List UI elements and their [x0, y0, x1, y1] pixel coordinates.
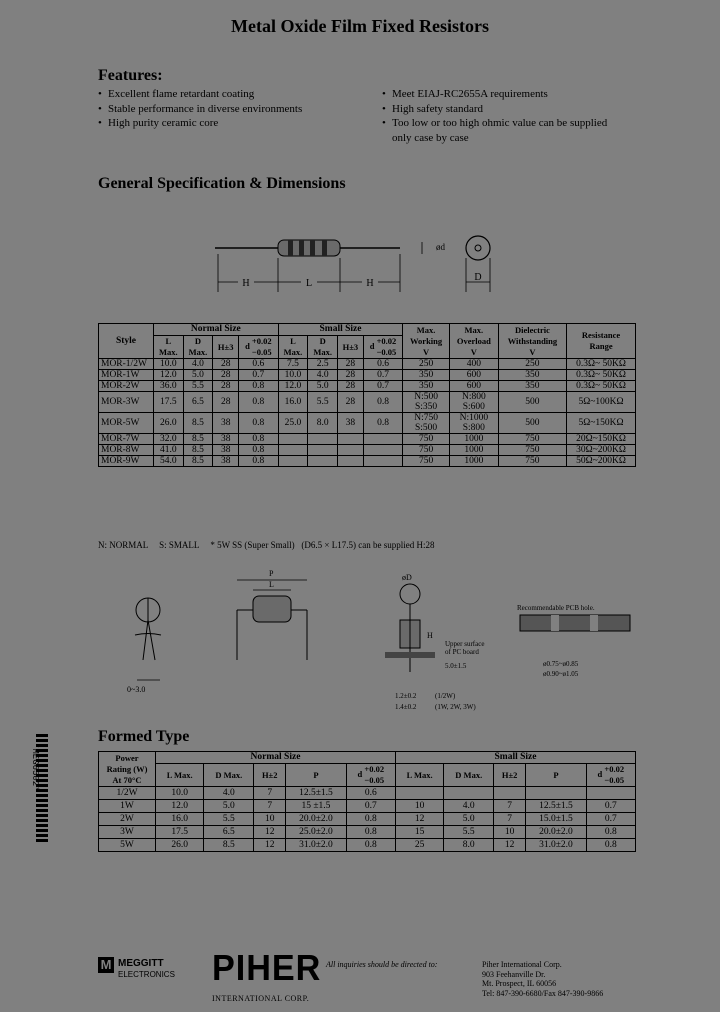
col-sh: H±3: [337, 336, 363, 359]
spec-cell-sh: 28: [337, 392, 363, 413]
feature-item: • Meet EIAJ-RC2655A requirements: [382, 87, 607, 102]
spec-row: [99, 445, 636, 456]
spec-cell-o: 1000: [449, 445, 498, 456]
col-f-sh: H±2: [494, 764, 526, 787]
col-nd-1: D: [194, 336, 202, 346]
dim-h-left: H: [242, 278, 250, 289]
features-left-list: [98, 87, 302, 131]
spec-cell-di: 750: [498, 434, 566, 445]
formed-cell-np: 31.0±2.0: [286, 839, 346, 852]
spec-cell-nd: 8.5: [183, 445, 213, 456]
spec-cell-style: MOR-2W: [99, 381, 154, 392]
spec-cell-ndd: 0.8: [239, 381, 279, 392]
spec-cell-sh: [337, 456, 363, 467]
spec-cell-nl: 54.0: [154, 456, 184, 467]
address-line: 903 Feehanville Dr.: [482, 969, 546, 979]
col-f-nd: D Max.: [204, 764, 254, 787]
features-right-list: [382, 87, 607, 145]
col-formed-normal: Normal Size: [156, 752, 396, 764]
spec-cell-sh: 38: [337, 413, 363, 434]
spec-row: [99, 359, 636, 370]
spec-cell-ndd: 0.8: [239, 434, 279, 445]
address-line: Piher International Corp.: [482, 960, 562, 969]
formed-cell-nd: 8.5: [204, 839, 254, 852]
spec-cell-o: 600: [449, 370, 498, 381]
formed-cell-sp: 12.5±1.5: [526, 800, 586, 813]
spec-cell-w: N:500 S:350: [403, 392, 450, 413]
spec-cell-nd: 5.5: [183, 381, 213, 392]
spec-cell-sd: [308, 434, 338, 445]
formed-cell-w: 3W: [99, 826, 156, 839]
formed-table: [98, 751, 636, 852]
spec-cell-ndd: 0.7: [239, 370, 279, 381]
formed-cell-nd: 6.5: [204, 826, 254, 839]
fig-dim: 5.0±1.5: [445, 662, 467, 670]
formed-cell-w: 5W: [99, 839, 156, 852]
formed-cell-nd: 5.5: [204, 813, 254, 826]
formed-cell-sp: 31.0±2.0: [526, 839, 586, 852]
spec-cell-sd: [308, 456, 338, 467]
formed-cell-np: 15 ±1.5: [286, 800, 346, 813]
spec-cell-nl: 17.5: [154, 392, 184, 413]
formed-cell-sl: 12: [395, 813, 443, 826]
fig-angle: 0~3.0: [127, 685, 146, 694]
formed-row: [99, 826, 636, 839]
spec-row: [99, 456, 636, 467]
dim-l: L: [305, 278, 313, 289]
formed-cell-nd: 4.0: [204, 787, 254, 800]
formed-cell-nl: 12.0: [156, 800, 204, 813]
spec-cell-r: 0.3Ω~ 50KΩ: [567, 370, 636, 381]
formed-row: [99, 813, 636, 826]
formed-cell-ndd: 0.6: [346, 787, 395, 800]
fig-od: øD: [402, 573, 412, 582]
spec-cell-w: 750: [403, 456, 450, 467]
col-dielectric: [498, 324, 566, 359]
formed-cell-nh: 12: [254, 839, 286, 852]
formed-cell-ndd: 0.8: [346, 839, 395, 852]
spec-cell-ndd: 0.8: [239, 456, 279, 467]
fig-pcb: Recommendable PCB hole.: [517, 604, 595, 612]
col-overload-label: Max. Overload V: [456, 324, 491, 357]
spec-cell-sdd: [363, 445, 403, 456]
spec-cell-sd: 8.0: [308, 413, 338, 434]
spec-cell-nl: 36.0: [154, 381, 184, 392]
spec-cell-sd: 5.5: [308, 392, 338, 413]
formed-cell-np: 12.5±1.5: [286, 787, 346, 800]
col-f-ndd-tol: +0.02 −0.05: [364, 764, 385, 785]
col-nd-2: Max.: [188, 347, 208, 357]
formed-cell-nl: 17.5: [156, 826, 204, 839]
formed-row: [99, 800, 636, 813]
spec-cell-sh: 28: [337, 370, 363, 381]
formed-cell-sdd: 0.7: [586, 813, 635, 826]
spec-cell-nl: 10.0: [154, 359, 184, 370]
spec-cell-di: 750: [498, 445, 566, 456]
formed-cell-np: 25.0±2.0: [286, 826, 346, 839]
spec-cell-nd: 6.5: [183, 392, 213, 413]
spec-cell-r: 0.3Ω~ 50KΩ: [567, 381, 636, 392]
mounting-figures: [115, 560, 655, 720]
fig-lead1: 1.2±0.2: [395, 692, 417, 700]
col-sd-lead-tol: +0.02 −0.05: [376, 336, 397, 357]
spec-cell-r: 20Ω~150KΩ: [567, 434, 636, 445]
spec-cell-o: N:1000 S:800: [449, 413, 498, 434]
formed-row: [99, 839, 636, 852]
formed-cell-sp: 15.0±1.5: [526, 813, 586, 826]
formed-cell-sh: 10: [494, 826, 526, 839]
formed-cell-ndd: 0.7: [346, 800, 395, 813]
col-f-sdd-tol: +0.02 −0.05: [604, 764, 625, 785]
spec-cell-nh: 38: [213, 434, 239, 445]
formed-cell-sh: [494, 787, 526, 800]
spec-cell-r: 5Ω~150KΩ: [567, 413, 636, 434]
spec-cell-sdd: 0.7: [363, 381, 403, 392]
spec-cell-sh: 28: [337, 359, 363, 370]
resistor-dimension-diagram: [200, 228, 520, 300]
col-normal-size: Normal Size: [154, 324, 279, 336]
spec-cell-di: 750: [498, 456, 566, 467]
formed-cell-nh: 7: [254, 800, 286, 813]
spec-cell-nl: 32.0: [154, 434, 184, 445]
fig-lead2b: (1W, 2W, 3W): [435, 703, 476, 711]
spec-cell-w: 350: [403, 370, 450, 381]
spec-cell-di: 500: [498, 413, 566, 434]
formed-cell-sl: 25: [395, 839, 443, 852]
spec-cell-sd: [308, 445, 338, 456]
spec-cell-di: 250: [498, 359, 566, 370]
formed-cell-sp: 20.0±2.0: [526, 826, 586, 839]
formed-table-body: [99, 787, 636, 852]
formed-cell-w: 2W: [99, 813, 156, 826]
col-nd-lead-tol: +0.02 −0.05: [251, 336, 272, 357]
feature-item-cont: only case by case: [392, 131, 469, 144]
spec-cell-w: 350: [403, 381, 450, 392]
col-small-size: Small Size: [278, 324, 403, 336]
col-working-label: Max. Working V: [410, 324, 443, 357]
formed-cell-sl: 15: [395, 826, 443, 839]
spec-cell-o: 1000: [449, 456, 498, 467]
spec-cell-o: 1000: [449, 434, 498, 445]
formed-cell-sd: 4.0: [444, 800, 494, 813]
col-f-np: P: [286, 764, 346, 787]
fig-lead1b: (1/2W): [435, 692, 456, 700]
col-f-nh: H±2: [254, 764, 286, 787]
formed-cell-w: 1W: [99, 800, 156, 813]
spec-cell-style: MOR-1W: [99, 370, 154, 381]
formed-cell-sl: [395, 787, 443, 800]
spec-table-body: [99, 359, 636, 467]
spec-table: [98, 323, 636, 467]
spec-cell-o: 600: [449, 381, 498, 392]
spec-cell-o: N:800 S:600: [449, 392, 498, 413]
col-power: [99, 752, 156, 787]
formed-cell-sdd: 0.7: [586, 800, 635, 813]
spec-cell-nd: 4.0: [183, 359, 213, 370]
formed-cell-sh: 7: [494, 800, 526, 813]
col-sd-lead-1: d: [369, 340, 375, 351]
col-sd-lead: [363, 336, 403, 359]
formed-cell-nl: 10.0: [156, 787, 204, 800]
spec-cell-nh: 38: [213, 445, 239, 456]
fig-upper-1: Upper surface: [445, 640, 485, 648]
spec-cell-style: MOR-3W: [99, 392, 154, 413]
col-sd-1: D: [319, 336, 326, 346]
col-resistance: [567, 324, 636, 359]
col-working: [403, 324, 450, 359]
spec-cell-r: 30Ω~200KΩ: [567, 445, 636, 456]
meggitt-sub: ELECTRONICS: [118, 970, 175, 979]
spec-row: [99, 434, 636, 445]
col-nl: [154, 336, 184, 359]
spec-cell-style: MOR-7W: [99, 434, 154, 445]
spec-cell-r: 0.3Ω~ 50KΩ: [567, 359, 636, 370]
col-nl-2: Max.: [159, 347, 178, 357]
formed-cell-w: 1/2W: [99, 787, 156, 800]
col-f-sl: L Max.: [395, 764, 443, 787]
formed-cell-sd: 5.0: [444, 813, 494, 826]
formed-cell-nh: 7: [254, 787, 286, 800]
spec-row: [99, 413, 636, 434]
spec-cell-sd: 5.0: [308, 381, 338, 392]
feature-item: • High safety standard: [382, 102, 607, 117]
col-nd-lead: [239, 336, 279, 359]
col-sl: [278, 336, 308, 359]
col-formed-small: Small Size: [395, 752, 635, 764]
col-f-sdd-1: d: [597, 768, 603, 779]
spec-cell-nh: 28: [213, 370, 239, 381]
col-resistance-label: Resistance Range: [581, 330, 621, 351]
spec-row: [99, 370, 636, 381]
formed-cell-nh: 12: [254, 826, 286, 839]
col-f-sp: P: [526, 764, 586, 787]
dim-lead-diameter: ød: [436, 242, 445, 252]
spec-cell-sl: [278, 445, 308, 456]
spec-cell-sl: 12.0: [278, 381, 308, 392]
spec-cell-sdd: 0.6: [363, 359, 403, 370]
formed-cell-nl: 26.0: [156, 839, 204, 852]
col-nh: H±3: [213, 336, 239, 359]
spec-cell-sdd: 0.8: [363, 413, 403, 434]
fig-lead2: 1.4±0.2: [395, 703, 417, 711]
col-f-ndd: [346, 764, 395, 787]
spec-cell-nl: 12.0: [154, 370, 184, 381]
col-dielectric-label: Dielectric Withstanding V: [507, 324, 558, 357]
formed-heading: Formed Type: [98, 728, 190, 745]
formed-cell-nh: 10: [254, 813, 286, 826]
feature-item: • Too low or too high ohmic value can be supplied: [382, 116, 607, 131]
spec-cell-sl: 16.0: [278, 392, 308, 413]
col-f-sdd: [586, 764, 635, 787]
spec-row: [99, 392, 636, 413]
spec-cell-sh: 28: [337, 381, 363, 392]
col-sl-2: Max.: [283, 347, 303, 357]
dim-d: D: [474, 272, 482, 283]
spec-cell-nl: 41.0: [154, 445, 184, 456]
spec-note: N: NORMAL S: SMALL * 5W SS (Super Small) (D6.5 × L17.5) can be supplied H:28: [98, 540, 435, 550]
spec-cell-style: MOR-9W: [99, 456, 154, 467]
features-heading: Features:: [98, 67, 163, 84]
spec-cell-sl: [278, 434, 308, 445]
spec-cell-nd: 5.0: [183, 370, 213, 381]
formed-cell-sdd: 0.8: [586, 839, 635, 852]
spec-cell-r: 5Ω~100KΩ: [567, 392, 636, 413]
col-nd: [183, 336, 213, 359]
spec-cell-ndd: 0.6: [239, 359, 279, 370]
col-sd: [308, 336, 338, 359]
spec-cell-nh: 38: [213, 413, 239, 434]
feature-item: • Excellent flame retardant coating: [98, 87, 302, 102]
spec-cell-sdd: 0.7: [363, 370, 403, 381]
fig-p: P: [269, 569, 274, 578]
formed-cell-sh: 12: [494, 839, 526, 852]
col-overload: [449, 324, 498, 359]
spec-cell-style: MOR-1/2W: [99, 359, 154, 370]
spec-cell-nh: 28: [213, 381, 239, 392]
address-line: Mt. Prospect, IL 60056: [482, 979, 557, 988]
col-style: Style: [99, 324, 154, 359]
spec-cell-sdd: [363, 456, 403, 467]
meggitt-name: MEGGITT: [118, 958, 164, 969]
spec-cell-sl: 7.5: [278, 359, 308, 370]
spec-cell-nd: 8.5: [183, 456, 213, 467]
spec-cell-o: 400: [449, 359, 498, 370]
spec-cell-ndd: 0.8: [239, 445, 279, 456]
formed-row: [99, 787, 636, 800]
col-f-sd: D Max.: [444, 764, 494, 787]
col-f-nl: L Max.: [156, 764, 204, 787]
address-block: [482, 960, 603, 998]
spec-cell-w: 750: [403, 434, 450, 445]
formed-cell-nl: 16.0: [156, 813, 204, 826]
formed-cell-sl: 10: [395, 800, 443, 813]
meggitt-logo: [98, 957, 175, 979]
col-nl-1: L: [165, 336, 172, 346]
fig-hole1: ø0.75~ø0.85: [543, 660, 579, 668]
formed-cell-sd: 5.5: [444, 826, 494, 839]
formed-cell-ndd: 0.8: [346, 826, 395, 839]
piher-logo: PIHER: [212, 947, 322, 988]
formed-cell-sp: [526, 787, 586, 800]
spec-cell-sh: [337, 434, 363, 445]
col-power-label: Power Rating (W) At 70°C: [106, 752, 148, 785]
formed-cell-sd: 8.0: [444, 839, 494, 852]
fig-h: H: [427, 631, 433, 640]
spec-cell-sl: [278, 456, 308, 467]
spec-cell-sl: 25.0: [278, 413, 308, 434]
spec-cell-sd: 4.0: [308, 370, 338, 381]
fig-hole2: ø0.90~ø1.05: [543, 670, 579, 678]
spec-cell-nh: 28: [213, 392, 239, 413]
fig-upper: [445, 640, 484, 656]
spec-cell-sl: 10.0: [278, 370, 308, 381]
formed-cell-sdd: [586, 787, 635, 800]
spec-cell-style: MOR-5W: [99, 413, 154, 434]
formed-cell-sh: 7: [494, 813, 526, 826]
feature-item: • High purity ceramic core: [98, 116, 302, 131]
inquiries-text: All inquiries should be directed to:: [326, 960, 438, 969]
general-heading: General Specification & Dimensions: [98, 175, 346, 192]
fig-l: L: [269, 580, 274, 589]
dim-h-right: H: [366, 278, 374, 289]
fig-upper-2: of PC board: [445, 648, 479, 656]
spec-cell-di: 500: [498, 392, 566, 413]
spec-cell-style: MOR-8W: [99, 445, 154, 456]
spec-cell-w: N:750 S:500: [403, 413, 450, 434]
spec-cell-ndd: 0.8: [239, 392, 279, 413]
feature-item: • Stable performance in diverse environments: [98, 102, 302, 117]
formed-cell-ndd: 0.8: [346, 813, 395, 826]
spec-cell-nh: 28: [213, 359, 239, 370]
col-nd-lead-1: d: [245, 340, 250, 351]
spec-cell-di: 350: [498, 370, 566, 381]
col-f-ndd-1: d: [357, 768, 363, 779]
spec-cell-ndd: 0.8: [239, 413, 279, 434]
spec-cell-di: 350: [498, 381, 566, 392]
side-code: *MEG6502*: [30, 743, 40, 792]
spec-cell-nh: 38: [213, 456, 239, 467]
meggitt-mark-icon: M: [98, 957, 114, 973]
formed-cell-sdd: 0.8: [586, 826, 635, 839]
spec-cell-nd: 8.5: [183, 413, 213, 434]
col-sd-2: Max.: [313, 347, 332, 357]
spec-cell-sh: [337, 445, 363, 456]
formed-cell-np: 20.0±2.0: [286, 813, 346, 826]
spec-cell-sd: 2.5: [308, 359, 338, 370]
piher-intl: INTERNATIONAL CORP.: [212, 994, 310, 1003]
page-title: Metal Oxide Film Fixed Resistors: [231, 16, 489, 36]
spec-cell-r: 50Ω~200KΩ: [567, 456, 636, 467]
address-line: Tel: 847-390-6680/Fax 847-390-9866: [482, 988, 604, 998]
col-sl-1: L: [290, 336, 296, 346]
formed-cell-sd: [444, 787, 494, 800]
spec-cell-sdd: 0.8: [363, 392, 403, 413]
spec-cell-w: 250: [403, 359, 450, 370]
formed-cell-nd: 5.0: [204, 800, 254, 813]
spec-cell-w: 750: [403, 445, 450, 456]
spec-cell-nd: 8.5: [183, 434, 213, 445]
spec-row: [99, 381, 636, 392]
spec-cell-nl: 26.0: [154, 413, 184, 434]
spec-cell-sdd: [363, 434, 403, 445]
